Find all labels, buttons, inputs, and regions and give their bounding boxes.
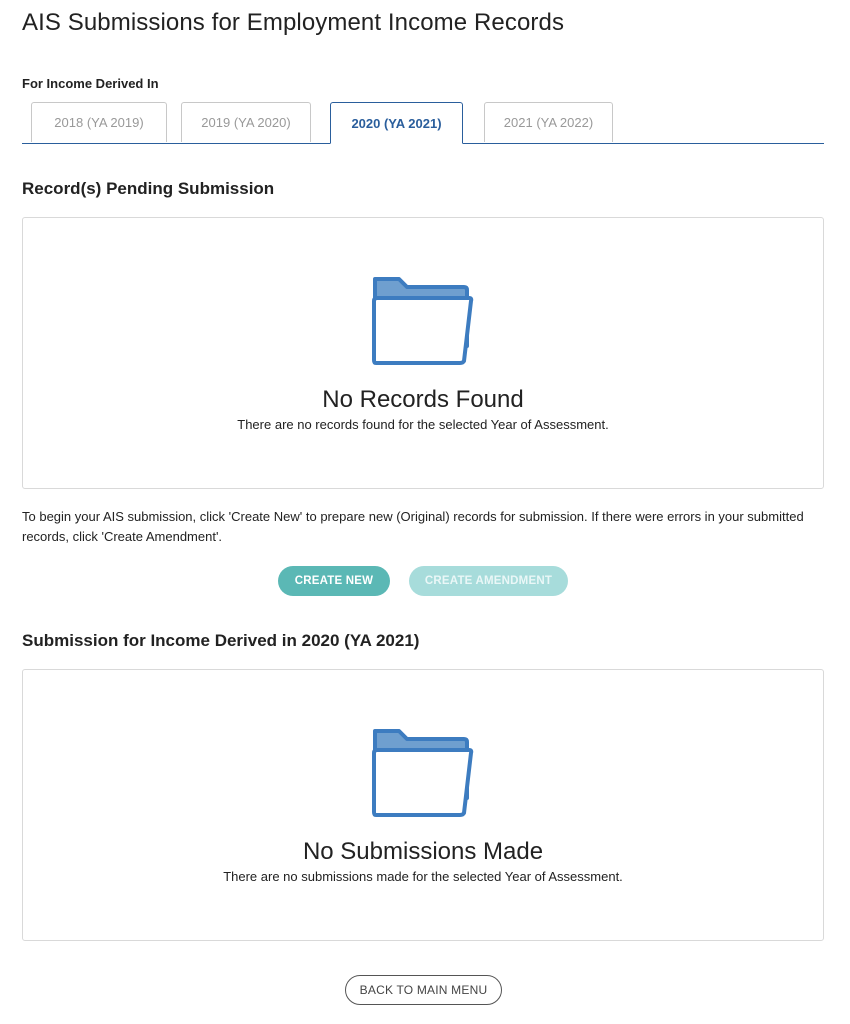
year-tabs xyxy=(22,102,824,144)
year-selector-label: For Income Derived In xyxy=(22,76,159,91)
tab-2018[interactable]: 2018 (YA 2019) xyxy=(31,102,167,142)
tab-2019[interactable]: 2019 (YA 2020) xyxy=(181,102,311,142)
pending-empty-state xyxy=(23,385,823,434)
pending-section-title: Record(s) Pending Submission xyxy=(22,179,275,198)
submissions-empty-message: There are no submissions made for the selected Year of Assessment. xyxy=(223,869,623,884)
folder-icon xyxy=(371,728,475,818)
submissions-section-title: Submission for Income Derived in 2020 (YA 2021) xyxy=(22,631,420,650)
tab-2021[interactable]: 2021 (YA 2022) xyxy=(484,102,613,142)
page-title: AIS Submissions for Employment Income Records xyxy=(22,9,565,36)
pending-empty-title: No Records Found xyxy=(322,386,524,413)
create-amendment-button[interactable]: CREATE AMENDMENT xyxy=(409,566,568,596)
back-to-main-menu-button[interactable]: BACK TO MAIN MENU xyxy=(345,975,502,1005)
create-new-button[interactable]: CREATE NEW xyxy=(278,566,390,596)
submissions-empty-state xyxy=(23,837,823,886)
submission-instructions: To begin your AIS submission, click 'Create New' to prepare new (Original) records for submission. If there were errors in your submitted records, click 'Create Amendment'. xyxy=(22,509,804,544)
tab-2020[interactable]: 2020 (YA 2021) xyxy=(330,102,463,144)
folder-icon xyxy=(371,276,475,366)
submissions-empty-title: No Submissions Made xyxy=(302,838,544,865)
pending-records-panel xyxy=(22,217,824,489)
submissions-panel xyxy=(22,669,824,941)
pending-empty-message: There are no records found for the selected Year of Assessment. xyxy=(237,417,609,432)
